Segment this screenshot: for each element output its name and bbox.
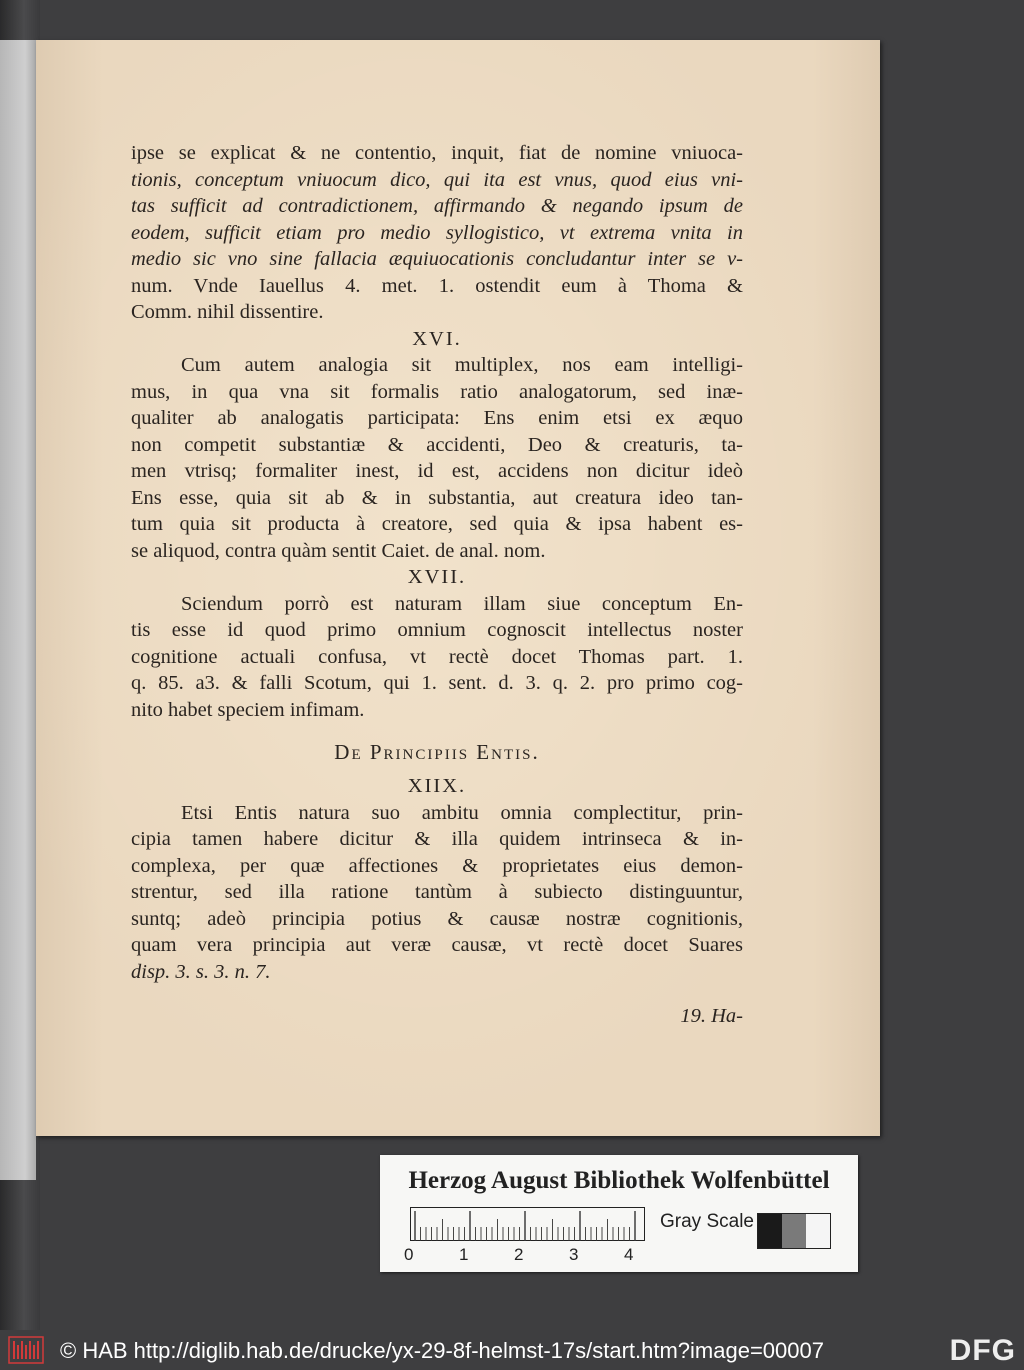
text-line: Etsi Entis natura suo ambitu omnia complectitur, prin- — [181, 801, 743, 824]
ruler-number: 1 — [459, 1245, 469, 1264]
gray-scale-label: Gray Scale — [660, 1211, 754, 1232]
gray-swatch — [782, 1214, 806, 1248]
text-line: non competit substantiæ & accidenti, Deo & creaturis, ta- — [131, 433, 743, 456]
ruler-number: 3 — [569, 1245, 579, 1264]
ruler-scale — [410, 1207, 645, 1241]
book-page — [36, 40, 880, 1136]
adjacent-page-edge — [0, 40, 36, 1180]
text-line: Cum autem analogia sit multiplex, nos eam intelligi- — [181, 354, 743, 376]
text-line: men vtrisq; formaliter inest, id est, accidens non dicitur ideò — [131, 460, 743, 482]
section-number-xiix: XIIX. — [407, 775, 467, 797]
text-line: Sciendum porrò est naturam illam siue conceptum En- — [181, 592, 743, 615]
ruler-frame — [411, 1208, 645, 1241]
text-line: strentur, sed illa ratione tantùm à subiecto distinguuntur, — [131, 881, 743, 903]
text-line: Ens esse, quia sit ab & in substantia, aut creatura ideo tan- — [131, 486, 743, 509]
page-text-block — [131, 140, 743, 1030]
text-line: cognitione actuali confusa, vt rectè docet Thomas part. 1. — [131, 645, 743, 668]
dfg-logo: DFG — [944, 1334, 1016, 1368]
paragraph-continuation — [131, 140, 743, 326]
library-name: Herzog August Bibliothek Wolfenbüttel — [408, 1167, 830, 1194]
text-line: medio sic vno sine fallacia æquiuocationis concludantur inter se v- — [131, 248, 743, 270]
gray-swatch — [806, 1214, 830, 1248]
text-line: ipse se explicat & ne contentio, inquit, fiat de nomine vniuoca- — [131, 142, 743, 164]
text-line: nito habet speciem infimam. — [131, 698, 365, 721]
section-number-xvii: XVII. — [407, 566, 467, 588]
text-line: suntq; adeò principia potius & causæ nostræ cognitionis, — [131, 907, 743, 930]
text-line: cipia tamen habere dicitur & illa quidem intrinseca & in- — [131, 828, 743, 850]
text-line: Comm. nihil dissentire. — [131, 301, 324, 323]
text-line: tas sufficit ad contradictionem, affirmando & negando ipsum de — [131, 195, 743, 217]
text-line: num. Vnde Iauellus 4. met. 1. ostendit eum à Thoma & — [131, 274, 743, 297]
section-number-xvi: XVI. — [412, 327, 462, 350]
paragraph-xvi — [131, 352, 743, 564]
footer-source-link[interactable]: © HAB http://diglib.hab.de/drucke/yx-29-8f-helmst-17s/start.htm?image=00007 — [60, 1338, 824, 1363]
paragraph-xvii — [131, 591, 743, 724]
text-line: tionis, conceptum vniuocum dico, qui ita est vnus, quod eius vni- — [131, 168, 743, 191]
text-line: q. 85. a3. & falli Scotum, qui 1. sent. d. 3. q. 2. pro primo cog- — [131, 672, 743, 694]
ruler-labels — [404, 1245, 649, 1265]
text-line: eodem, sufficit etiam pro medio syllogistico, vt extrema vnita in — [131, 221, 743, 244]
section-title: De Principiis Entis. — [334, 740, 540, 764]
hab-logo-icon — [8, 1336, 44, 1364]
text-line: disp. 3. s. 3. n. 7. — [131, 960, 271, 983]
catchword: 19. Ha- — [680, 1005, 743, 1027]
text-line: quam vera principia aut veræ causæ, vt rectè docet Suares — [131, 934, 743, 956]
text-line: qualiter ab analogatis participata: Ens enim etsi ex æquo — [131, 407, 743, 429]
ruler-number: 2 — [514, 1245, 524, 1264]
gray-swatch — [758, 1214, 782, 1248]
paragraph-xiix — [131, 800, 743, 986]
viewer-footer — [0, 1332, 1024, 1370]
text-line: se aliquod, contra quàm sentit Caiet. de anal. nom. — [131, 539, 546, 562]
text-line: tis esse id quod primo omnium cognoscit intellectus noster — [131, 619, 743, 641]
library-label-card — [380, 1155, 858, 1272]
text-line: tum quia sit producta à creatore, sed quia & ipsa habent es- — [131, 513, 743, 535]
gray-scale-swatches — [757, 1213, 831, 1249]
text-line: complexa, per quæ affectiones & proprietates eius demon- — [131, 854, 743, 877]
ruler-number: 4 — [624, 1245, 634, 1264]
text-line: mus, in qua vna sit formalis ratio analogatorum, sed inæ- — [131, 380, 743, 403]
ruler-number: 0 — [404, 1245, 414, 1264]
